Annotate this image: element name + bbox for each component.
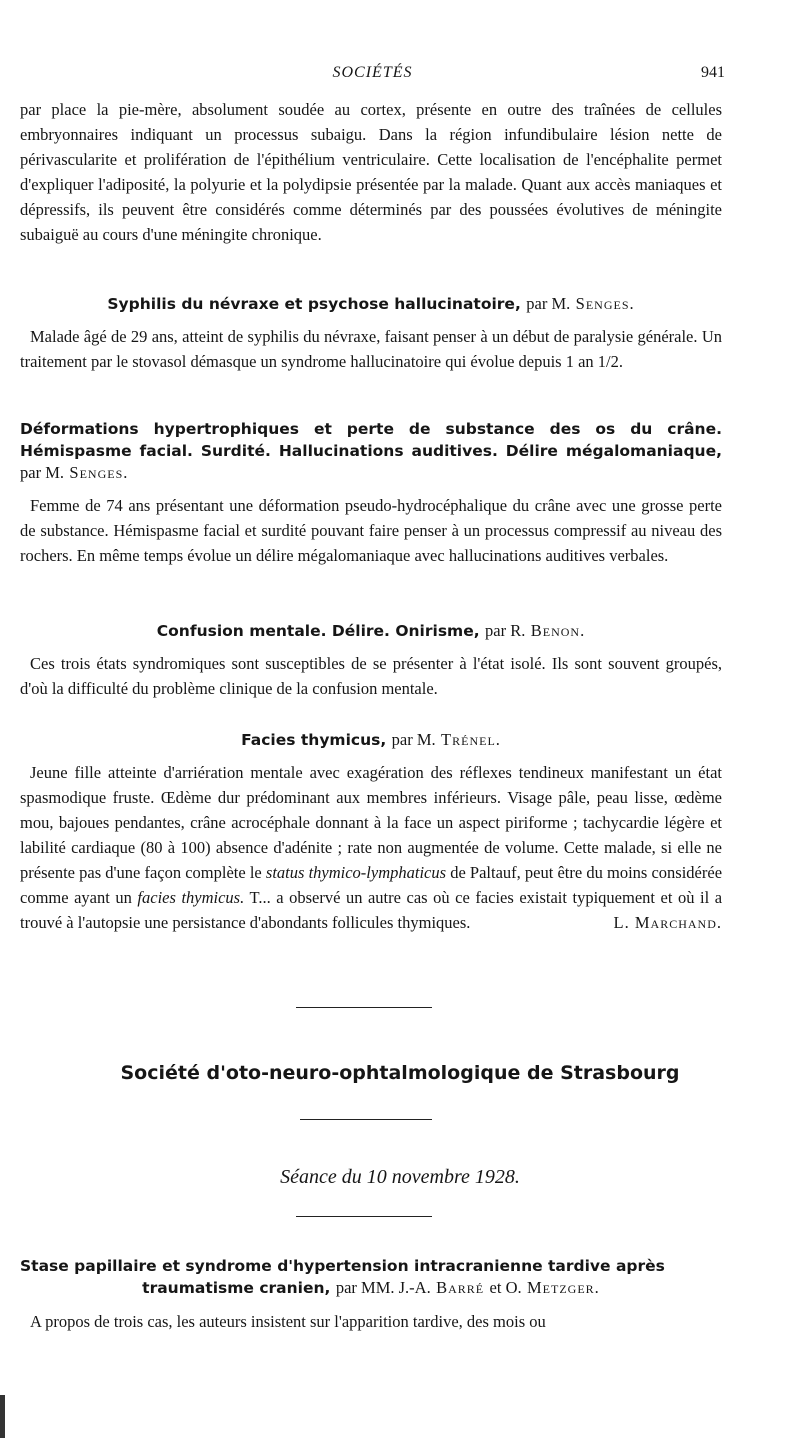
section-title-text: Déformations hypertrophiques et perte de substance des os du crâne. Hémispasme facial. Surdité. Hallucinations auditives. Délire mégalomaniaque, (20, 420, 722, 460)
section-syphilis (20, 293, 722, 374)
section-by: par M. (20, 463, 64, 482)
signature: L. Marchand. (613, 913, 722, 932)
section-title (20, 620, 722, 642)
section-title (20, 293, 722, 315)
section-by: par MM. J.-A. (335, 1278, 431, 1297)
section-author: Senges. (575, 294, 635, 313)
section-title-line2 (20, 1277, 722, 1299)
section-title (20, 418, 722, 484)
section-title-text: Confusion mentale. Délire. Onirisme, (156, 622, 480, 640)
section-confusion (20, 620, 722, 701)
page-header (20, 64, 725, 88)
section-title (20, 729, 722, 751)
section-and: et O. (489, 1278, 522, 1297)
body-italic-facies: facies thymicus. (137, 888, 245, 907)
section-by: par M. (526, 294, 571, 313)
running-title: SOCIÉTÉS (332, 64, 413, 81)
section-body: A propos de trois cas, les auteurs insistent sur l'apparition tardive, des mois ou (30, 1312, 546, 1331)
section-title-text: Facies thymicus, (241, 731, 387, 749)
section-title-text: Syphilis du névraxe et psychose hallucinatoire, (107, 295, 521, 313)
section-body: Malade âgé de 29 ans, atteint de syphilis du névraxe, faisant penser à un début de paralysie générale. Un traitement par le stovasol démasque un syndrome hallucinatoire qui évolue depuis 1 an 1/2. (20, 327, 722, 371)
body-italic-status: status thymico-lymphaticus (265, 863, 447, 882)
intro-paragraph: par place la pie-mère, absolument soudée au cortex, présente en outre des traînées de cellules embryonnaires indiquant un processus subaigu. Dans la région infundibulaire lésion nette de périvascularite et prolifération de l'épithélium ventriculaire. Cette localisation de l'encéphalite permet d'expliquer l'adiposité, la polyurie et la polydipsie présentée par la malade. Quant aux accès maniaques et dépressifs, ils peuvent être considérés comme déterminés par des poussées évolutives de méningite subaiguë au cours d'une méningite chronique. (20, 100, 722, 244)
society-title: Société d'oto-neuro-ophtalmologique de Strasbourg (120, 1062, 680, 1084)
section-author-2: Metzger. (527, 1278, 600, 1297)
section-by: par M. (391, 730, 436, 749)
section-body (20, 760, 722, 935)
divider-rule (300, 1119, 432, 1120)
section-facies (20, 729, 722, 935)
section-title-text: traumatisme cranien, (142, 1279, 331, 1297)
section-title-line1: Stase papillaire et syndrome d'hypertension intracranienne tardive après (20, 1257, 665, 1275)
body-text-pre: Jeune fille atteinte d'arriération mentale avec exagération des réflexes tendineux manifestant un état spasmodique fruste. Œdème dur prédominant aux membres inférieurs. Visage pâle, peau lisse, œdème mou, bajoues pendantes, crâne acrocéphale donnant à la face un aspect piriforme ; tachycardie légère et labilité cardiaque (80 à 100) absence d'adénite ; rate non augmentée de volume. Cette malade, si elle ne présente pas d'une façon complète le (20, 763, 722, 882)
section-body: Ces trois états syndromiques sont susceptibles de se présenter à l'état isolé. Ils sont souvent groupés, d'où la difficulté du problème clinique de la confusion mentale. (20, 654, 722, 698)
scan-edge-mark (0, 1395, 5, 1438)
section-by: par R. (485, 621, 526, 640)
divider-rule (296, 1216, 432, 1217)
section-title (20, 1255, 722, 1299)
section-deformations (20, 418, 722, 568)
section-body: Femme de 74 ans présentant une déformation pseudo-hydrocéphalique du crâne avec une grosse perte de substance. Hémispasme facial et surdité pouvant faire penser à un processus compressif au niveau des rochers. En même temps évolue un délire mégalomaniaque avec hallucinations auditives verbales. (20, 496, 722, 565)
page-number: 941 (701, 64, 725, 81)
section-author: Trénel. (441, 730, 501, 749)
body-text-mid: de Paltauf, peut être du moins considérée comme ayant un (20, 863, 723, 907)
intro-paragraph-block (20, 97, 722, 247)
section-author: Senges. (69, 463, 129, 482)
section-author-1: Barré (436, 1278, 485, 1297)
body-text-post: T... a observé un autre cas où ce facies existait typiquement et où il a trouvé à l'autopsie une persistance d'abondants follicules thymiques. (20, 888, 723, 932)
divider-rule (296, 1007, 432, 1008)
section-stase (20, 1255, 722, 1334)
section-author: Benon. (530, 621, 586, 640)
seance-date: Séance du 10 novembre 1928. (280, 1166, 520, 1188)
